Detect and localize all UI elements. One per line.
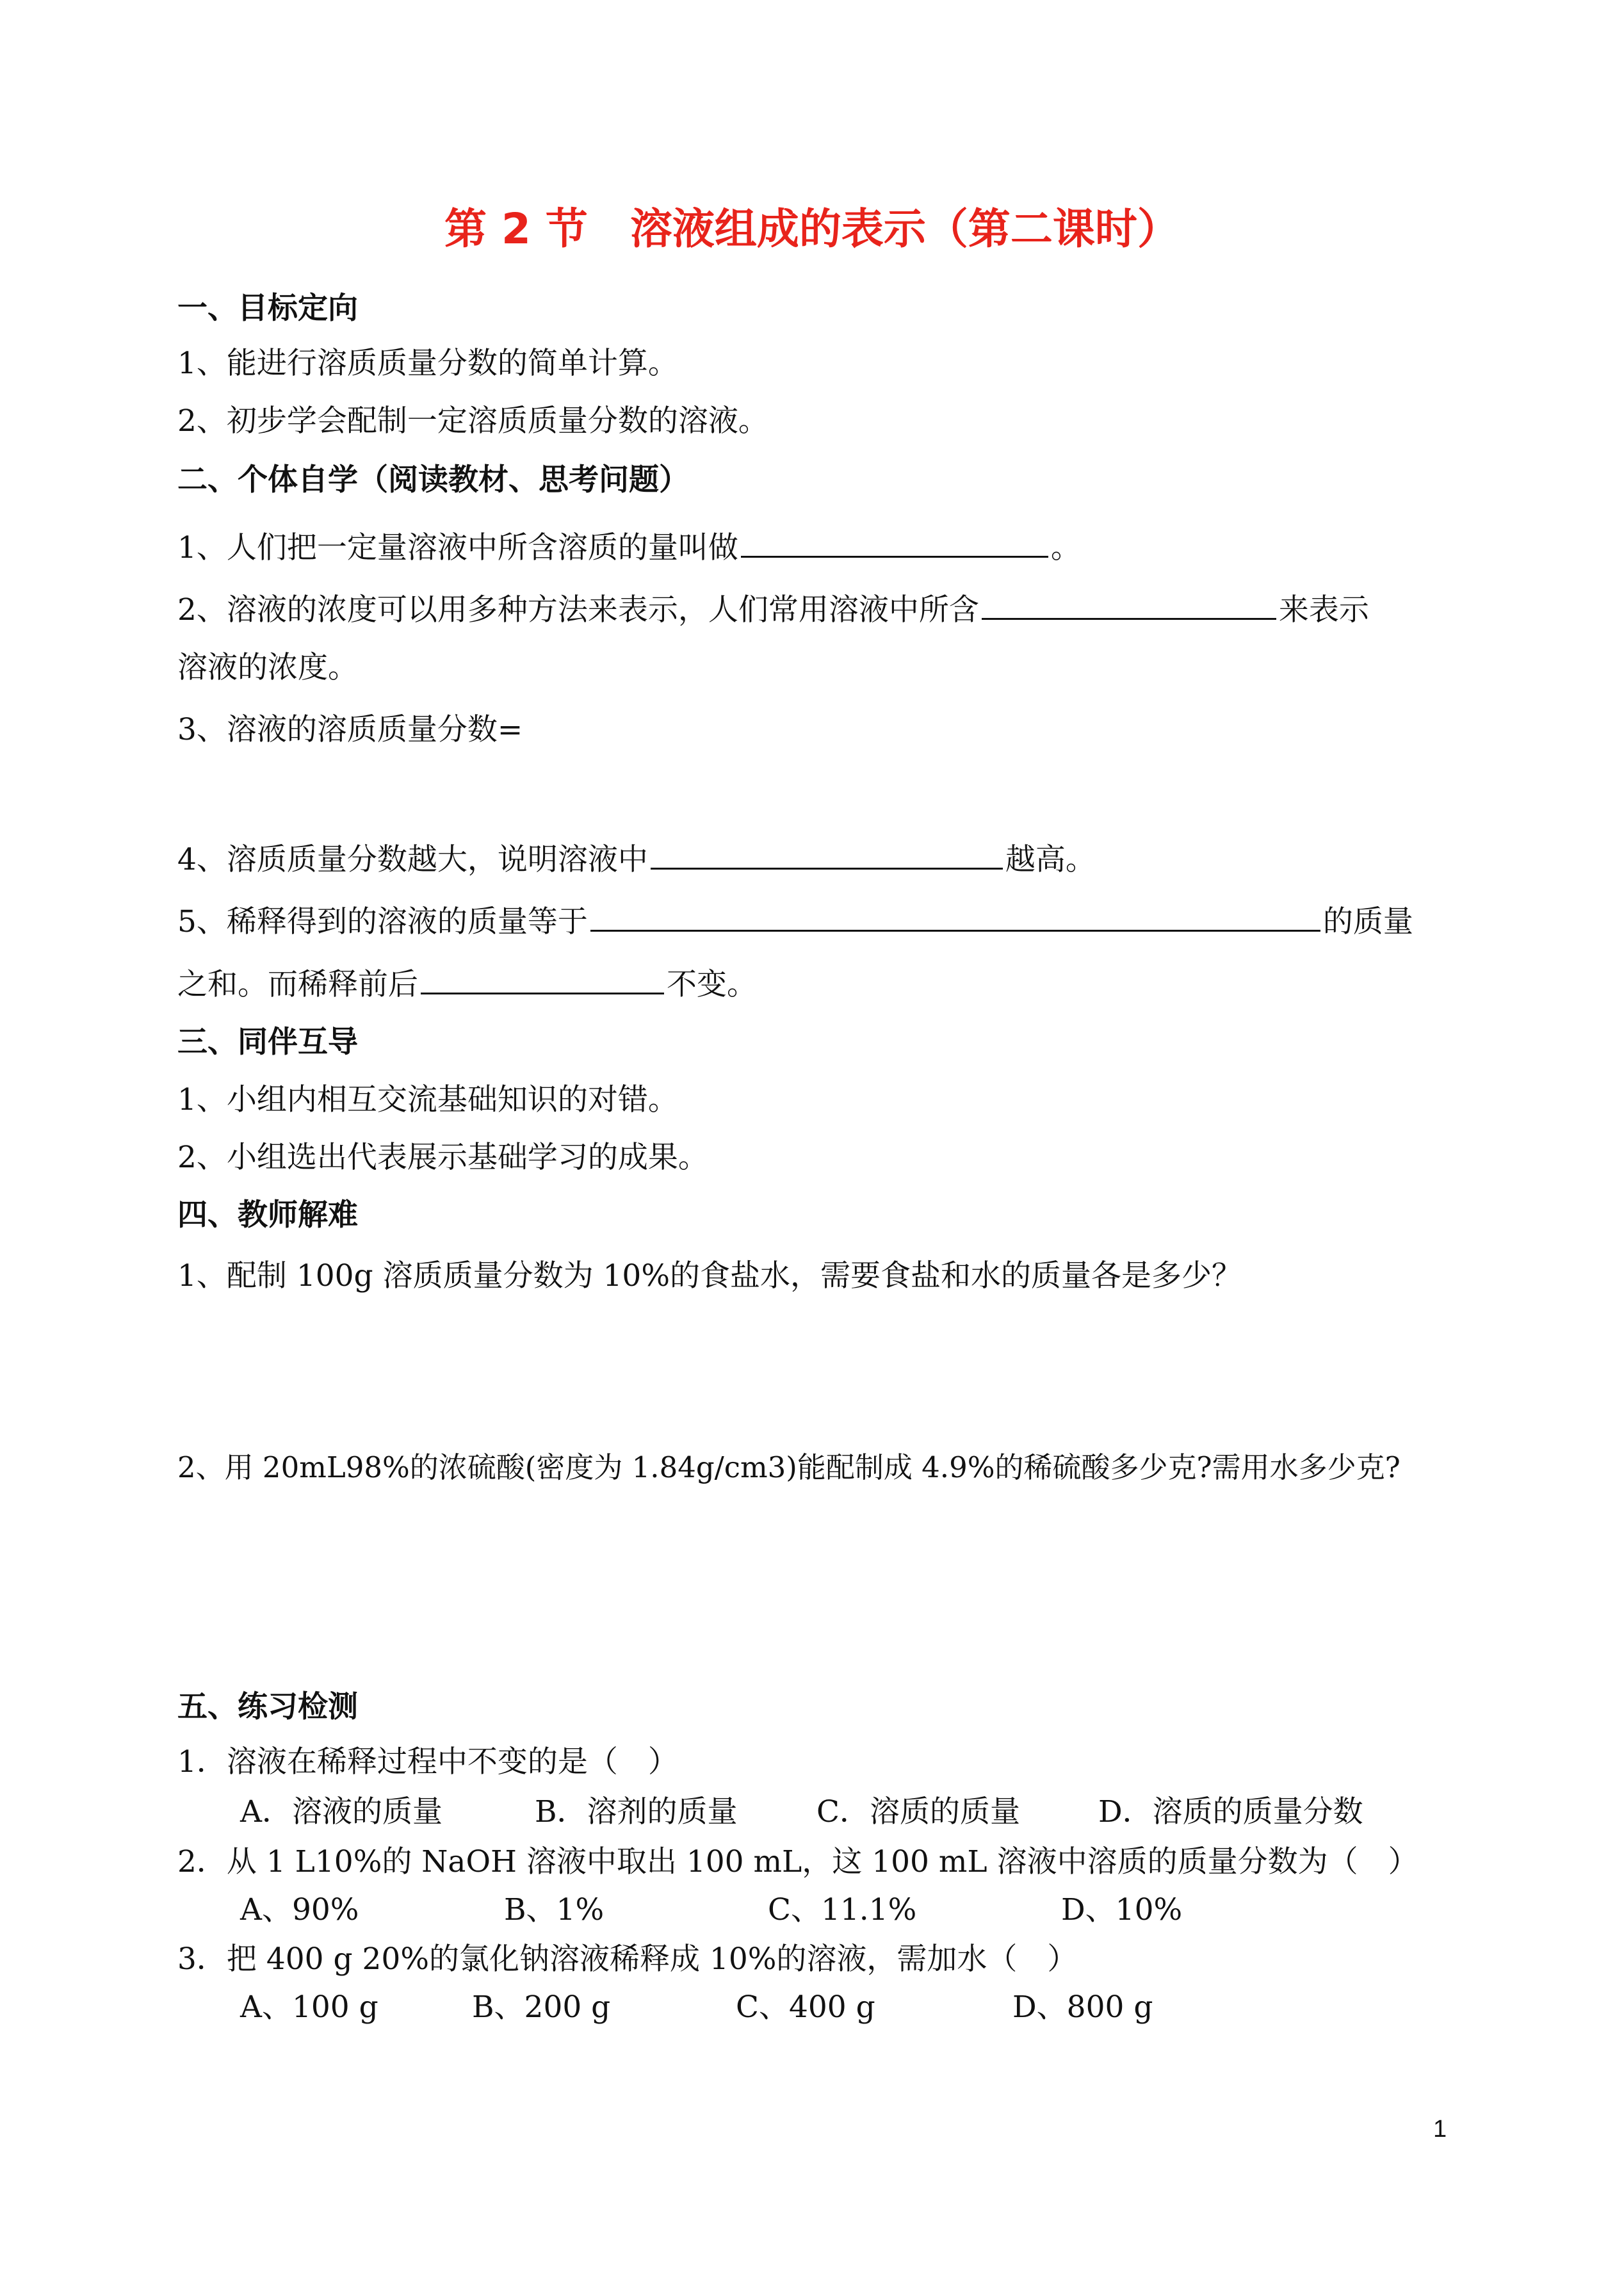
- section-heading-practice: 五、练习检测: [177, 1689, 358, 1724]
- section-heading-self-study: 二、个体自学（阅读教材、思考问题）: [177, 462, 689, 498]
- answer-blank[interactable]: [421, 961, 664, 994]
- question-4-end: 越高。: [1005, 842, 1096, 877]
- page-title: 第 2 节 溶液组成的表示（第二课时）: [444, 204, 1180, 254]
- question-5-text-2: 之和。而稀释前后: [177, 967, 418, 1002]
- question-5-end-2: 不变。: [667, 967, 757, 1002]
- practice-question-3: 3．把 400 g 20%的氯化钠溶液稀释成 10%的溶液，需加水（ ）: [177, 1942, 1078, 1977]
- option-c[interactable]: C、400 g: [736, 1990, 875, 2025]
- practice-question-2-options: [240, 1891, 1182, 1929]
- practice-question-3-options: [240, 1988, 1153, 2027]
- option-a[interactable]: A．溶液的质量: [240, 1794, 443, 1829]
- peer-item-1: 1、小组内相互交流基础知识的对错。: [177, 1082, 678, 1117]
- option-d[interactable]: D、800 g: [1012, 1990, 1153, 2025]
- question-2: [177, 586, 1369, 629]
- answer-blank[interactable]: [741, 524, 1048, 558]
- section-heading-teacher: 四、教师解难: [177, 1197, 358, 1233]
- goal-item-1: 1、能进行溶质质量分数的简单计算。: [177, 346, 678, 381]
- question-5-end: 的质量: [1322, 904, 1413, 939]
- option-b[interactable]: B、1%: [504, 1892, 605, 1927]
- peer-item-2: 2、小组选出代表展示基础学习的成果。: [177, 1140, 708, 1175]
- question-1-end: 。: [1050, 530, 1081, 565]
- option-d[interactable]: D．溶质的质量分数: [1098, 1794, 1363, 1829]
- question-1: [177, 524, 1081, 567]
- question-2-continued: 溶液的浓度。: [177, 650, 358, 685]
- option-d[interactable]: D、10%: [1061, 1892, 1183, 1927]
- question-5-text: 5、稀释得到的溶液的质量等于: [177, 904, 588, 939]
- question-2-text: 2、溶液的浓度可以用多种方法来表示，人们常用溶液中所含: [177, 592, 979, 628]
- question-5: [177, 898, 1413, 941]
- practice-question-2: 2．从 1 L10%的 NaOH 溶液中取出 100 mL，这 100 mL 溶液中溶质的质量分数为（ ）: [177, 1844, 1418, 1879]
- page-number: 1: [1433, 2116, 1447, 2143]
- question-1-text: 1、人们把一定量溶液中所含溶质的量叫做: [177, 530, 738, 565]
- teacher-question-1: 1、配制 100g 溶质质量分数为 10%的食盐水，需要食盐和水的质量各是多少？: [177, 1258, 1242, 1293]
- option-a[interactable]: A、90%: [240, 1892, 359, 1927]
- question-4: [177, 836, 1096, 879]
- answer-blank[interactable]: [651, 836, 1003, 870]
- option-c[interactable]: C、11.1%: [768, 1892, 917, 1927]
- option-a[interactable]: A、100 g: [240, 1990, 378, 2025]
- teacher-question-2: 2、用 20mL98%的浓硫酸(密度为 1.84g/cm3)能配制成 4.9%的稀硫酸多少克?需用水多少克?: [177, 1450, 1401, 1484]
- option-b[interactable]: B、200 g: [472, 1990, 611, 2025]
- option-c[interactable]: C．溶质的质量: [816, 1794, 1020, 1829]
- option-b[interactable]: B．溶剂的质量: [535, 1794, 738, 1829]
- question-3: 3、溶液的溶质质量分数=: [177, 712, 523, 747]
- section-heading-peer-guidance: 三、同伴互导: [177, 1025, 358, 1060]
- answer-blank[interactable]: [982, 586, 1276, 620]
- question-5-continued: [177, 961, 757, 1004]
- section-heading-goals: 一、目标定向: [177, 291, 358, 326]
- goal-item-2: 2、初步学会配制一定溶质质量分数的溶液。: [177, 403, 768, 439]
- question-2-end: 来表示: [1278, 592, 1369, 628]
- question-4-text: 4、溶质质量分数越大，说明溶液中: [177, 842, 648, 877]
- practice-question-1-options: [240, 1793, 1363, 1831]
- practice-question-1: 1．溶液在稀释过程中不变的是（ ）: [177, 1744, 678, 1780]
- answer-blank[interactable]: [590, 898, 1320, 932]
